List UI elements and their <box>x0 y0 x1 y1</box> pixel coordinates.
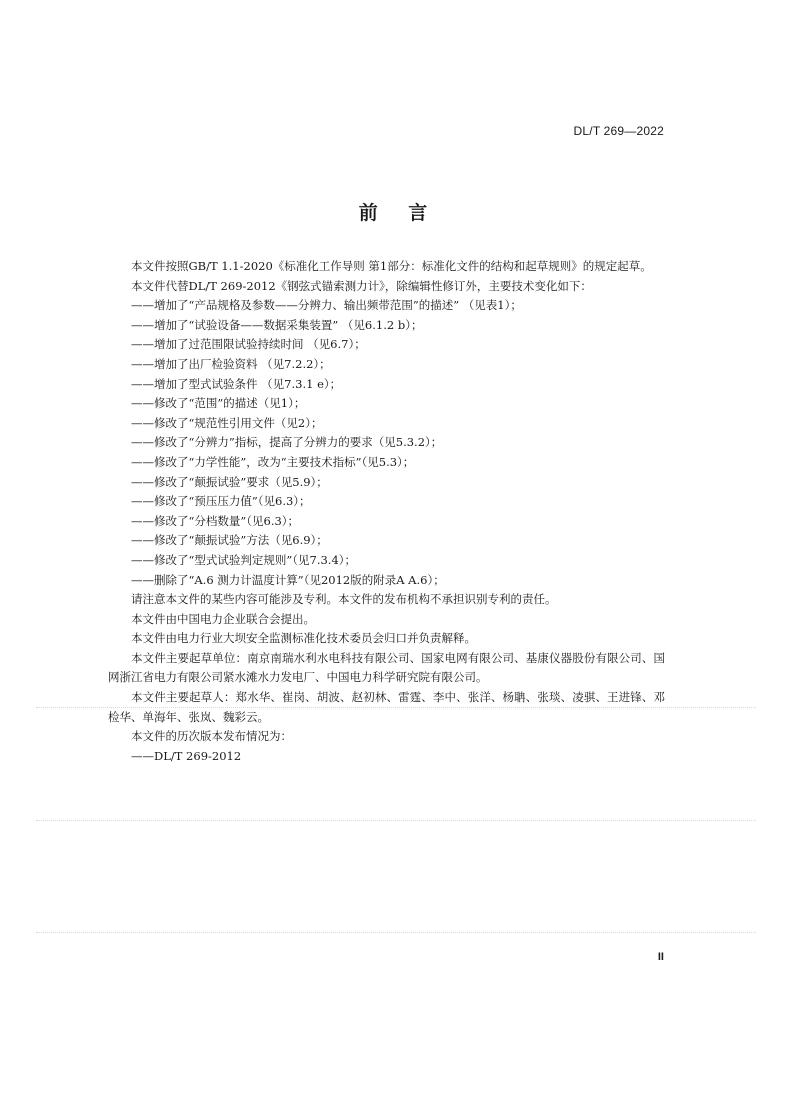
change-item: ——增加了“试验设备——数据采集装置” （见6.1.2 b）； <box>131 317 423 332</box>
drafters: 本文件主要起草人：郑水华、崔岗、胡波、赵初林、雷霆、李中、张洋、杨聃、张琰、凌骐、王进锋、邓检华、单海年、张岚、魏彩云。 <box>108 690 665 724</box>
change-item: ——修改了“分辨力”指标，提高了分辨力的要求（见5.3.2）； <box>131 435 443 450</box>
change-item: ——修改了“预压压力值”（见6.3）； <box>131 494 311 509</box>
divider <box>36 707 756 708</box>
change-item: ——修改了“范围”的描述（见1）； <box>131 396 306 411</box>
divider <box>36 820 756 821</box>
notes-paragraph: 本文件由电力行业大坝安全监测标准化技术委员会归口并负责解释。 <box>131 631 476 646</box>
intro-paragraph: 本文件按照GB/T 1.1-2020《标准化工作导则 第1部分：标准化文件的结构和起草规则》的规定起草。 <box>131 259 652 273</box>
notes-paragraph: 本文件由中国电力企业联合会提出。 <box>131 611 315 626</box>
change-item: ——修改了“型式试验判定规则”（见7.3.4）； <box>131 552 357 567</box>
change-item: ——修改了“分档数量”（见6.3）； <box>131 513 300 528</box>
divider <box>36 932 756 933</box>
change-item: ——增加了“产品规格及参数——分辨力、输出频带范围”的描述” （见表1）； <box>131 298 522 313</box>
intro-paragraph: 本文件代替DL/T 269-2012《钢弦式锚索测力计》，除编辑性修订外，主要技术变化如下： <box>131 278 592 293</box>
change-item: ——删除了“A.6 测力计温度计算”（见2012版的附录A A.6）； <box>131 572 445 587</box>
document-code: DL/T 269—2022 <box>573 124 664 138</box>
change-item: ——修改了“颠振试验”方法（见6.9）； <box>131 533 328 548</box>
notes-paragraph: 本文件的历次版本发布情况为： <box>131 729 292 744</box>
history-item: ——DL/T 269-2012 <box>131 748 242 763</box>
change-item: ——修改了“规范性引用文件（见2）； <box>131 415 323 430</box>
notes-paragraph: 请注意本文件的某些内容可能涉及专利。本文件的发布机构不承担识别专利的责任。 <box>131 592 557 607</box>
foreword-body <box>108 257 665 766</box>
change-item: ——增加了出厂检验资料 （见7.2.2）； <box>131 356 331 371</box>
change-item: ——增加了过范围限试验持续时间 （见6.7）； <box>131 337 366 352</box>
change-item: ——增加了型式试验条件 （见7.3.1 e）； <box>131 376 342 391</box>
page-title: 前 言 <box>358 202 440 224</box>
change-item: ——修改了“颠振试验”要求（见5.9）； <box>131 474 328 489</box>
change-item: ——修改了“力学性能”，改为“主要技术指标”（见5.3）； <box>131 454 415 469</box>
page-number: II <box>657 951 664 963</box>
drafting-units: 本文件主要起草单位：南京南瑞水利水电科技有限公司、国家电网有限公司、基康仪器股份有限公司、国网浙江省电力有限公司紧水滩水力发电厂、中国电力科学研究院有限公司。 <box>108 650 665 685</box>
